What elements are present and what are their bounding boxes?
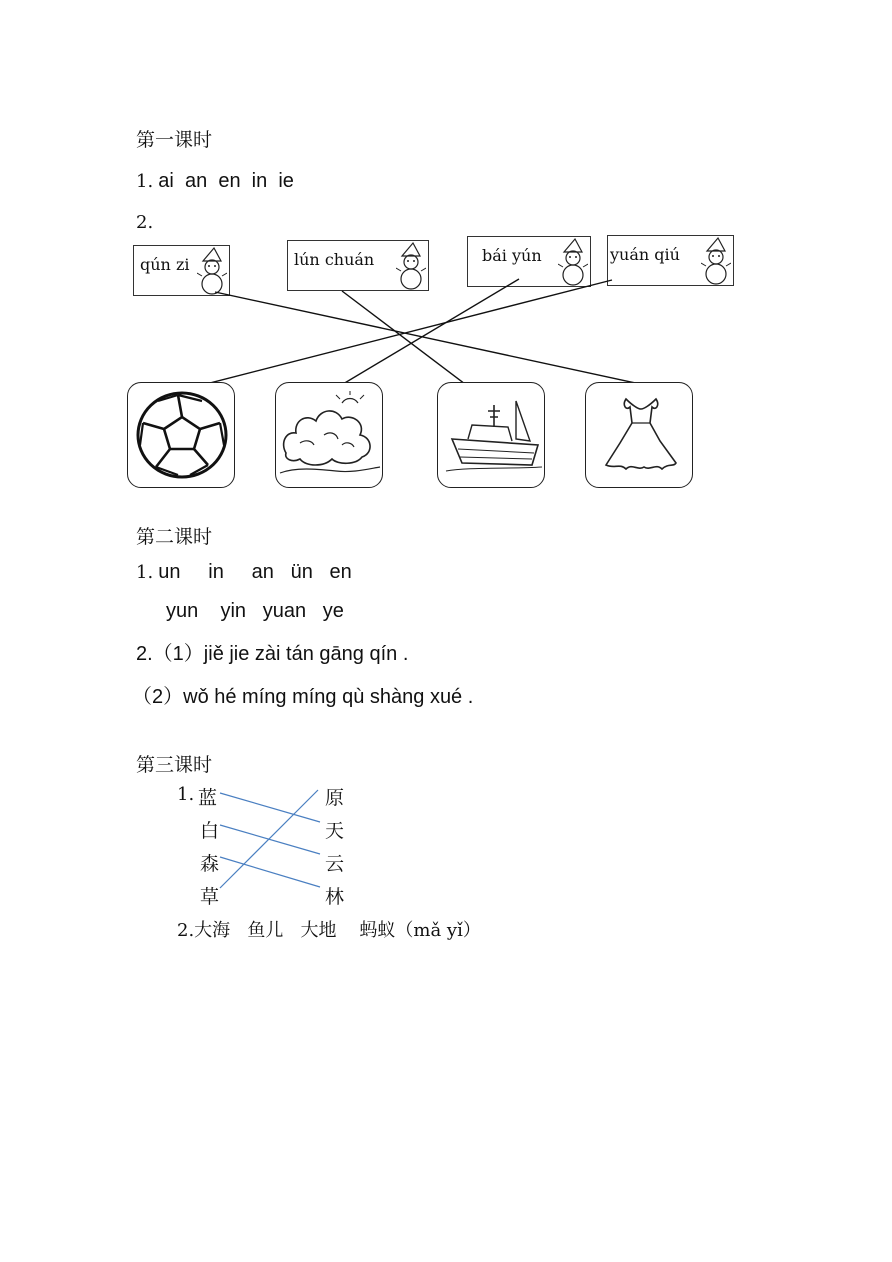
left-word: 草 [200,886,220,908]
match-line-cao-yuan [220,790,318,888]
pinyin-card-label: yuán qiú [610,245,680,264]
right-word: 云 [325,853,345,875]
match-line-lan-tian [220,793,320,822]
pinyin-card-label: qún zi [140,255,190,274]
lesson1-q1-text: ai an en in ie [158,170,294,192]
left-word: 森 [200,853,220,875]
right-word: 林 [325,886,345,908]
right-word: 天 [325,820,345,842]
lesson3-q1-number: 1. [177,784,195,805]
match-line-bai-yun [220,825,320,854]
right-word: 原 [325,787,345,809]
pinyin-card-label: bái yún [482,246,542,265]
pinyin-card-label: lún chuán [294,250,375,269]
left-word: 蓝 [198,787,218,809]
lesson2-q1-number: 1. [136,562,154,583]
lesson1-title: 第一课时 [136,129,213,151]
lesson2-q2-part1: 2.（1）jiě jie zài tán gāng qín . [136,643,409,665]
lesson3-q2: 2.大海 鱼儿 大地 蚂蚁（mǎ yǐ） [177,920,481,941]
lesson2-q1-row1-text: un in an ün en [158,561,352,583]
lesson1-q1-number: 1. [136,171,154,192]
lesson2-q2-part2: （2）wǒ hé míng míng qù shàng xué . [132,686,474,708]
match-line-sen-lin [220,857,320,887]
lesson3-title: 第三课时 [136,754,213,776]
lesson1-q2-number: 2. [136,212,154,233]
left-word: 白 [200,820,220,842]
lesson2-q1-row2: yun yin yuan ye [166,600,344,622]
lesson2-title: 第二课时 [136,526,213,548]
